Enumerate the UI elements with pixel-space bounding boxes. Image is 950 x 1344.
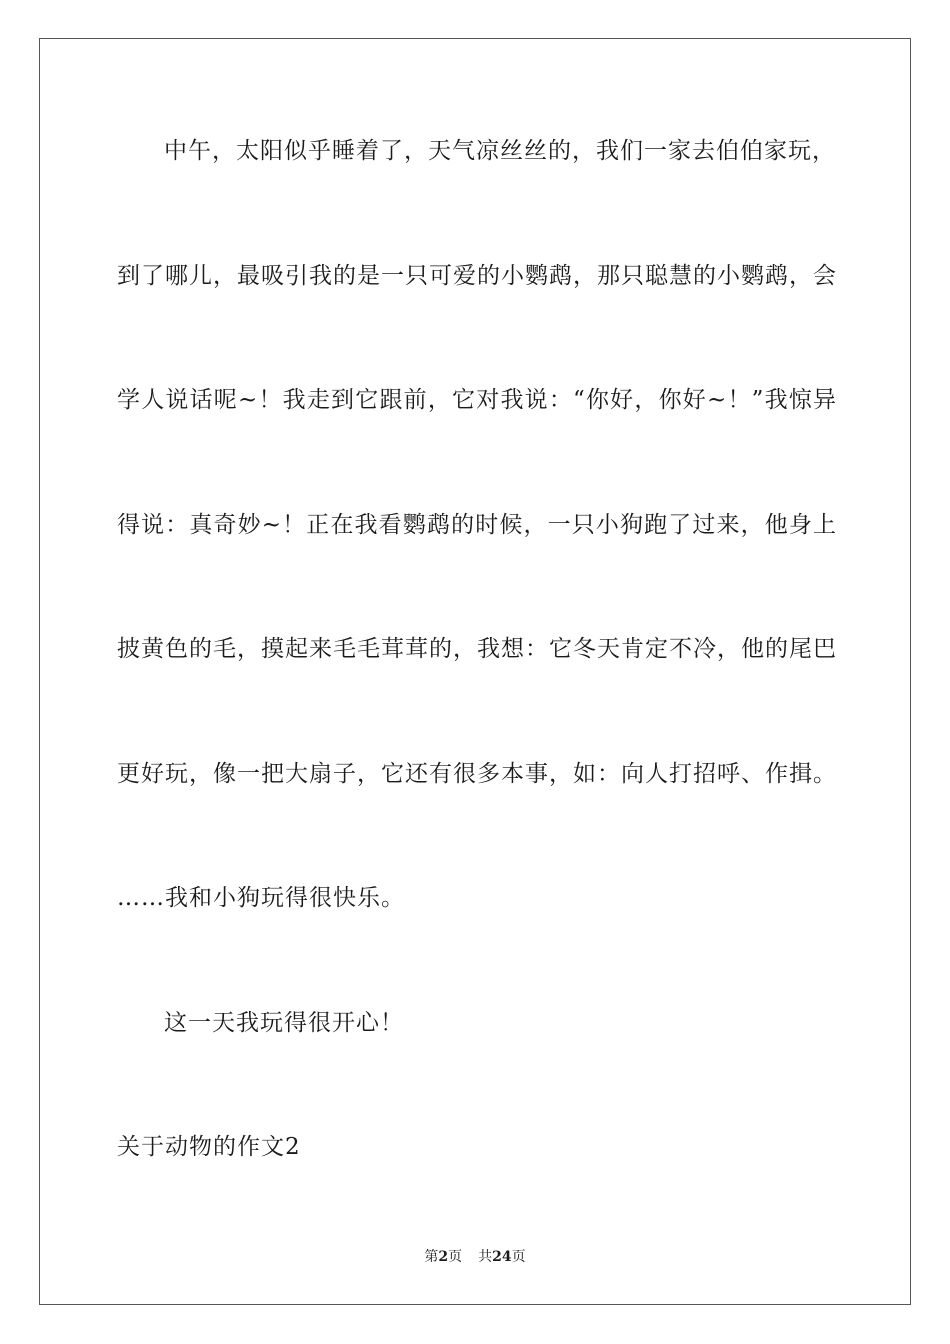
footer-page-prefix: 第: [424, 1249, 439, 1265]
page-footer: [0, 1248, 950, 1266]
paragraph-line-6: 更好玩，像一把大扇子，它还有很多本事，如：向人打招呼、作揖。: [117, 761, 837, 787]
page-frame: [39, 38, 911, 1305]
paragraph-line-3: 学人说话呢~！我走到它跟前，它对我说：“你好，你好~！”我惊异: [117, 387, 837, 413]
section-heading: 关于动物的作文2: [117, 1134, 301, 1160]
paragraph-line-4: 得说：真奇妙~！正在我看鹦鹉的时候，一只小狗跑了过来，他身上: [117, 512, 837, 538]
footer-page-number: 2: [438, 1249, 449, 1265]
paragraph-line-5: 披黄色的毛，摸起来毛毛茸茸的，我想：它冬天肯定不冷，他的尾巴: [117, 636, 837, 662]
paragraph-line-2: 到了哪儿，最吸引我的是一只可爱的小鹦鹉，那只聪慧的小鹦鹉，会: [117, 263, 837, 289]
footer-total-prefix: 共: [478, 1249, 493, 1265]
paragraph-line-7: ……我和小狗玩得很快乐。: [117, 885, 405, 911]
paragraph-line-8: 这一天我玩得很开心！: [164, 1010, 404, 1036]
paragraph-line-1: 中午，太阳似乎睡着了，天气凉丝丝的，我们一家去伯伯家玩，: [164, 138, 836, 164]
footer-total-suffix: 页: [511, 1249, 526, 1265]
footer-page-suffix: 页: [448, 1249, 463, 1265]
footer-total-pages: 24: [492, 1249, 512, 1265]
